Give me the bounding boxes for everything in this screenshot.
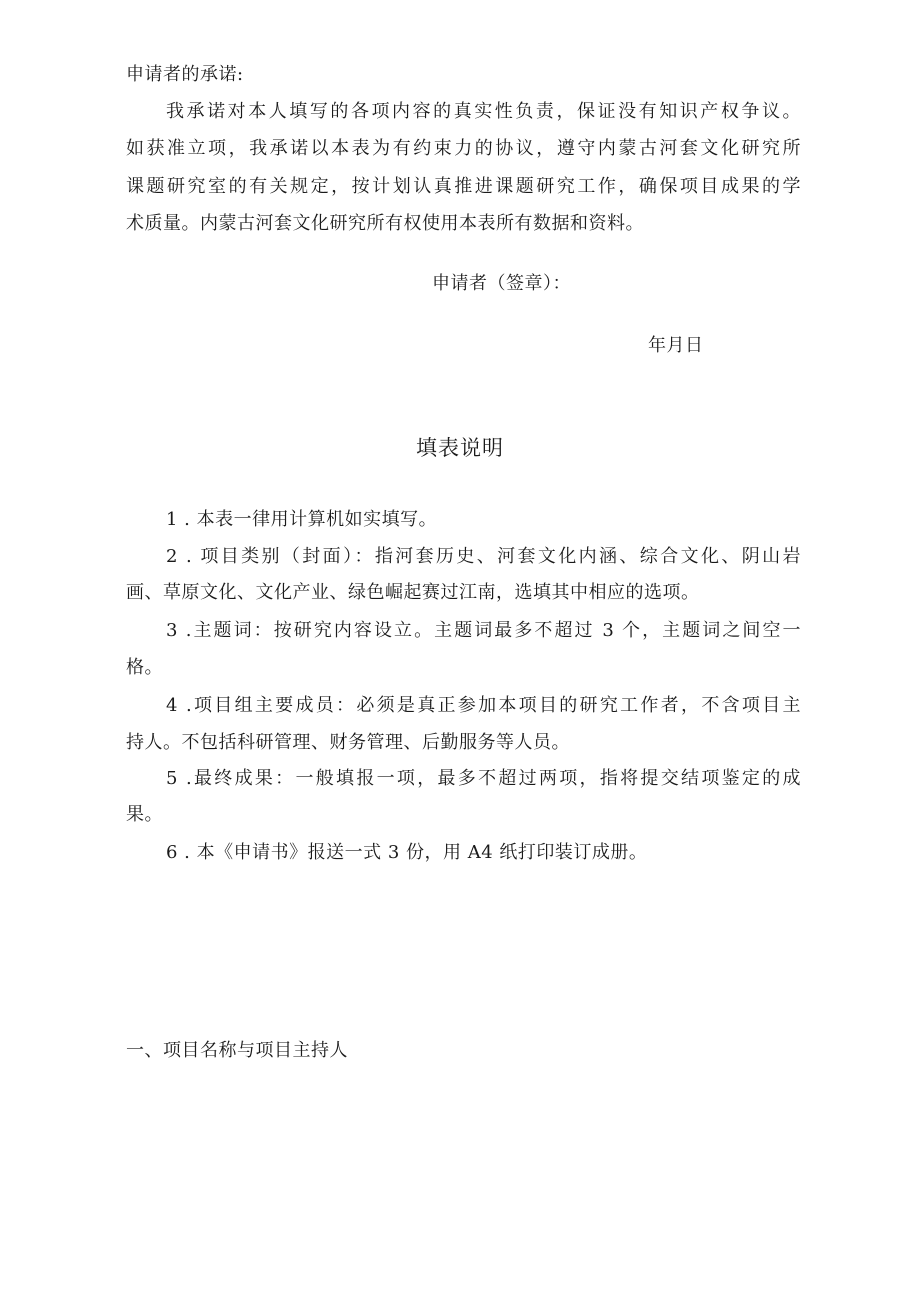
instructions-heading: 填表说明 — [416, 436, 504, 460]
pledge-title: 申请者的承诺: — [126, 64, 244, 85]
instruction-item-6: 6 . 本《申请书》报送一式 3 份，用 A4 纸打印装订成册。 — [166, 842, 648, 863]
instruction-item-1: 1 . 本表一律用计算机如实填写。 — [166, 509, 438, 530]
section-one-title: 一、项目名称与项目主持人 — [126, 1040, 348, 1061]
pledge-line-1: 我承诺对本人填写的各项内容的真实性负责，保证没有知识产权争议。 — [166, 101, 801, 122]
instruction-item-2-line-1: 2 . 项目类别（封面）：指河套历史、河套文化内涵、综合文化、阴山岩 — [166, 546, 801, 567]
pledge-line-3: 课题研究室的有关规定，按计划认真推进课题研究工作，确保项目成果的学 — [126, 176, 801, 197]
instruction-item-3-line-2: 格。 — [126, 657, 163, 678]
instruction-item-2-line-2: 画、草原文化、文化产业、绿色崛起赛过江南，选填其中相应的选项。 — [126, 582, 700, 603]
instruction-item-5-line-1: 5 .最终成果：一般填报一项，最多不超过两项，指将提交结项鉴定的成 — [166, 768, 801, 789]
signature-label: 申请者（签章）： — [432, 273, 571, 294]
date-label: 年月日 — [648, 335, 704, 356]
pledge-line-4: 术质量。内蒙古河套文化研究所有权使用本表所有数据和资料。 — [126, 213, 644, 234]
instruction-item-4-line-1: 4 .项目组主要成员：必须是真正参加本项目的研究工作者，不含项目主 — [166, 695, 801, 716]
instruction-item-4-line-2: 持人。不包括科研管理、财务管理、后勤服务等人员。 — [126, 732, 570, 753]
pledge-line-2: 如获准立项，我承诺以本表为有约束力的协议，遵守内蒙古河套文化研究所 — [126, 138, 801, 159]
instruction-item-5-line-2: 果。 — [126, 804, 163, 825]
instruction-item-3-line-1: 3 .主题词：按研究内容设立。主题词最多不超过 3 个，主题词之间空一 — [166, 620, 801, 641]
